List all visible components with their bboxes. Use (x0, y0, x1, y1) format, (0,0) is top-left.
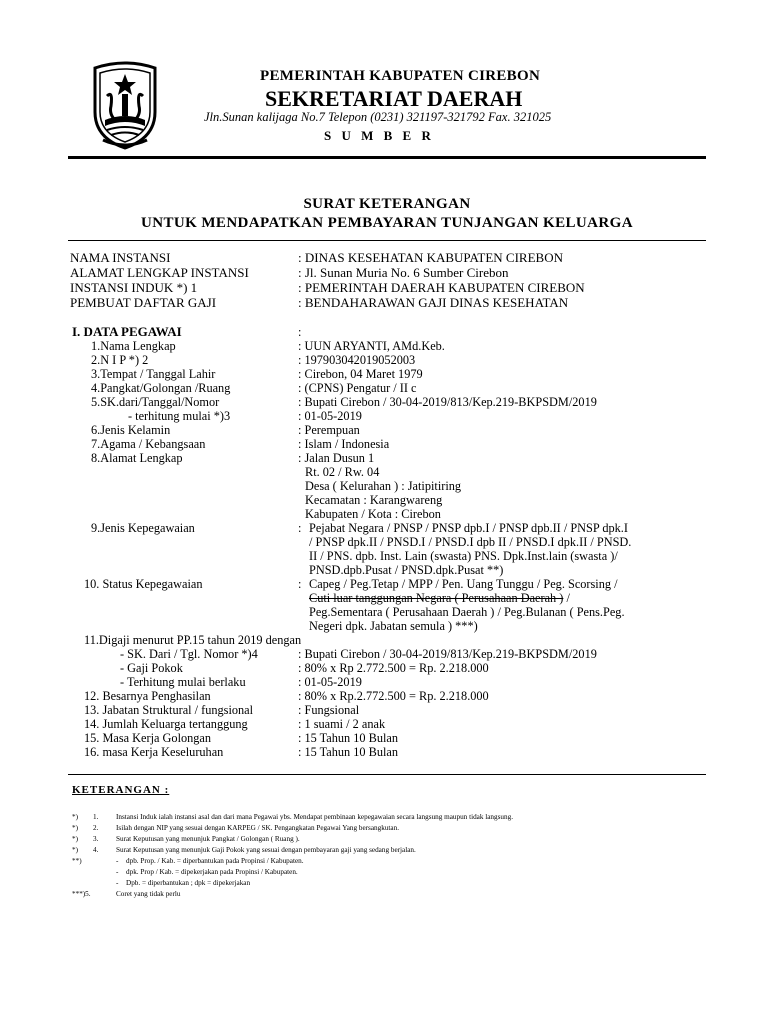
note-mark: *) (72, 846, 78, 854)
struck-option-tail: / (563, 591, 570, 605)
note-text: dpk. Prop / Kab. = dipekerjakan pada Propinsi / Kabupaten. (126, 868, 298, 876)
employment-status-line: Negeri dpk. Jabatan semula ) ***) (309, 619, 478, 633)
note-mark: ***)5. (72, 890, 91, 898)
note-mark: *) (72, 835, 78, 843)
note-number: 3. (93, 835, 99, 843)
employment-type-colon: : (298, 521, 302, 535)
header-office-name: SEKRETARIAT DAERAH (265, 86, 523, 111)
employee-sk-start-label: - terhitung mulai *)3 (128, 409, 231, 423)
note-number: 2. (93, 824, 99, 832)
notes-divider (68, 774, 706, 775)
employment-type-line: Pejabat Negara / PNSP / PNSP dpb.I / PNSP dpb.II / PNSP dpk.I (309, 521, 628, 535)
employee-gender-label: 6.Jenis Kelamin (91, 423, 171, 437)
employee-address-label: 8.Alamat Lengkap (91, 451, 183, 465)
regency-seal-logo (89, 60, 161, 150)
total-tenure-label: 16. masa Kerja Keseluruhan (84, 745, 224, 759)
note-text: Instansi Induk ialah instansi asal dan dari mana Pegawai ybs. Mendapat pembinaan kepegawaian secara langsung maupun tidak langsung. (116, 813, 513, 821)
employee-sk-label: 5.SK.dari/Tanggal/Nomor (91, 395, 220, 409)
dependents-value: : 1 suami / 2 anak (298, 717, 386, 731)
document-subtitle: UNTUK MENDAPATKAN PEMBAYARAN TUNJANGAN KELUARGA (141, 215, 633, 231)
employee-religion-value: : Islam / Indonesia (298, 437, 390, 451)
salary-sk-label: - SK. Dari / Tgl. Nomor *)4 (120, 647, 258, 661)
employee-religion-label: 7.Agama / Kebangsaan (91, 437, 206, 451)
employee-sk-value: : Bupati Cirebon / 30-04-2019/813/Kep.219-BKPSDM/2019 (298, 395, 597, 409)
employee-name-label: 1.Nama Lengkap (91, 339, 176, 353)
employee-gender-value: : Perempuan (298, 423, 360, 437)
instansi-name-value: : DINAS KESEHATAN KABUPATEN CIREBON (298, 250, 563, 265)
employment-status-line (309, 591, 570, 606)
total-tenure-value: : 15 Tahun 10 Bulan (298, 745, 399, 759)
note-number: - (116, 879, 119, 887)
grade-tenure-label: 15. Masa Kerja Golongan (84, 731, 212, 745)
employee-nip-label: 2.N I P *) 2 (91, 353, 149, 367)
employment-status-label: 10. Status Kepegawaian (84, 577, 203, 591)
grade-tenure-value: : 15 Tahun 10 Bulan (298, 731, 399, 745)
note-mark: **) (72, 857, 82, 865)
section-employee-data-colon: : (298, 325, 302, 339)
note-text: dpb. Prop. / Kab. = diperbantukan pada Propinsi / Kabupaten. (126, 857, 304, 865)
note-number: 4. (93, 846, 99, 854)
note-mark: *) (72, 813, 78, 821)
instansi-address-label: ALAMAT LENGKAP INSTANSI (70, 265, 249, 280)
employment-type-line: II / PNS. dpb. Inst. Lain (swasta) PNS. Dpk.Inst.lain (swasta )/ (309, 549, 618, 563)
employment-type-line: / PNSP dpk.II / PNSD.I / PNSD.I dpb II / PNSD.I dpk.II / PNSD. (309, 535, 632, 549)
employee-nip-value: : 197903042019052003 (298, 353, 416, 367)
employee-rank-label: 4.Pangkat/Golongan /Ruang (91, 381, 231, 395)
employee-address-value: : Jalan Dusun 1 (298, 451, 375, 465)
employee-name-value: : UUN ARYANTI, AMd.Keb. (298, 339, 445, 353)
note-mark: *) (72, 824, 78, 832)
employment-status-line: Capeg / Peg.Tetap / MPP / Pen. Uang Tunggu / Peg. Scorsing / (309, 577, 618, 591)
salary-effective-label: - Terhitung mulai berlaku (120, 675, 246, 689)
note-text: Isilah dengan NIP yang sesuai dengan KARPEG / SK. Pengangkatan Pegawai Yang bersangkutan. (116, 824, 399, 832)
address-regency: Kabupaten / Kota : Cirebon (305, 507, 441, 521)
title-divider (68, 240, 706, 241)
note-text: Surat Keputusan yang menunjuk Pangkat / Golongan ( Ruang ). (116, 835, 300, 843)
note-text: Coret yang tidak perlu (116, 890, 181, 898)
employment-type-label: 9.Jenis Kepegawaian (91, 521, 195, 535)
base-salary-label: - Gaji Pokok (120, 661, 183, 675)
income-value: : 80% x Rp.2.772.500 = Rp. 2.218.000 (298, 689, 489, 703)
note-number: - (116, 868, 119, 876)
employment-status-line: Peg.Sementara ( Perusahaan Daerah ) / Peg.Bulanan ( Pens.Peg. (309, 605, 625, 619)
instansi-name-label: NAMA INSTANSI (70, 250, 171, 265)
position-label: 13. Jabatan Struktural / fungsional (84, 703, 254, 717)
payroll-maker-label: PEMBUAT DAFTAR GAJI (70, 295, 217, 310)
notes-heading: KETERANGAN : (72, 784, 170, 796)
employment-status-colon: : (298, 577, 302, 591)
employee-rank-value: : (CPNS) Pengatur / II c (298, 381, 417, 395)
section-employee-data-heading: I. DATA PEGAWAI (72, 324, 182, 339)
address-district: Kecamatan : Karangwareng (305, 493, 443, 507)
instansi-induk-label: INSTANSI INDUK *) 1 (70, 280, 198, 295)
address-rt-rw: Rt. 02 / Rw. 04 (305, 465, 380, 479)
position-value: : Fungsional (298, 703, 360, 717)
salary-sk-value: : Bupati Cirebon / 30-04-2019/813/Kep.219-BKPSDM/2019 (298, 647, 597, 661)
struck-option: Cuti luar tanggungan Negara ( Perusahaan Daerah ) (309, 591, 564, 605)
note-text: Surat Keputusan yang menunjuk Gaji Pokok yang sesuai dengan pembayaran gaji yang sedang berjalan. (116, 846, 416, 854)
payroll-maker-value: : BENDAHARAWAN GAJI DINAS KESEHATAN (298, 295, 569, 310)
employee-birth-label: 3.Tempat / Tanggal Lahir (91, 367, 216, 381)
address-village: Desa ( Kelurahan ) : Jatipitiring (305, 479, 462, 493)
salary-effective-value: : 01-05-2019 (298, 675, 362, 689)
base-salary-value: : 80% x Rp 2.772.500 = Rp. 2.218.000 (298, 661, 489, 675)
note-number: - (116, 857, 119, 865)
header-government-name: PEMERINTAH KABUPATEN CIREBON (260, 68, 541, 84)
employee-sk-start-value: : 01-05-2019 (298, 409, 362, 423)
dependents-label: 14. Jumlah Keluarga tertanggung (84, 717, 248, 731)
instansi-induk-value: : PEMERINTAH DAERAH KABUPATEN CIREBON (298, 280, 585, 295)
employee-birth-value: : Cirebon, 04 Maret 1979 (298, 367, 423, 381)
header-divider (68, 156, 706, 159)
note-text: Dpb. = diperbantukan ; dpk = dipekerjakan (126, 879, 251, 887)
employment-type-line: PNSD.dpb.Pusat / PNSD.dpk.Pusat **) (309, 563, 504, 577)
document-title: SURAT KETERANGAN (303, 196, 471, 212)
salary-basis-heading: 11.Digaji menurut PP.15 tahun 2019 dengan (84, 633, 302, 647)
note-number: 1. (93, 813, 99, 821)
instansi-address-value: : Jl. Sunan Muria No. 6 Sumber Cirebon (298, 265, 509, 280)
header-city: S U M B E R (324, 128, 435, 143)
income-label: 12. Besarnya Penghasilan (84, 689, 211, 703)
header-address: Jln.Sunan kalijaga No.7 Telepon (0231) 321197-321792 Fax. 321025 (204, 110, 552, 124)
